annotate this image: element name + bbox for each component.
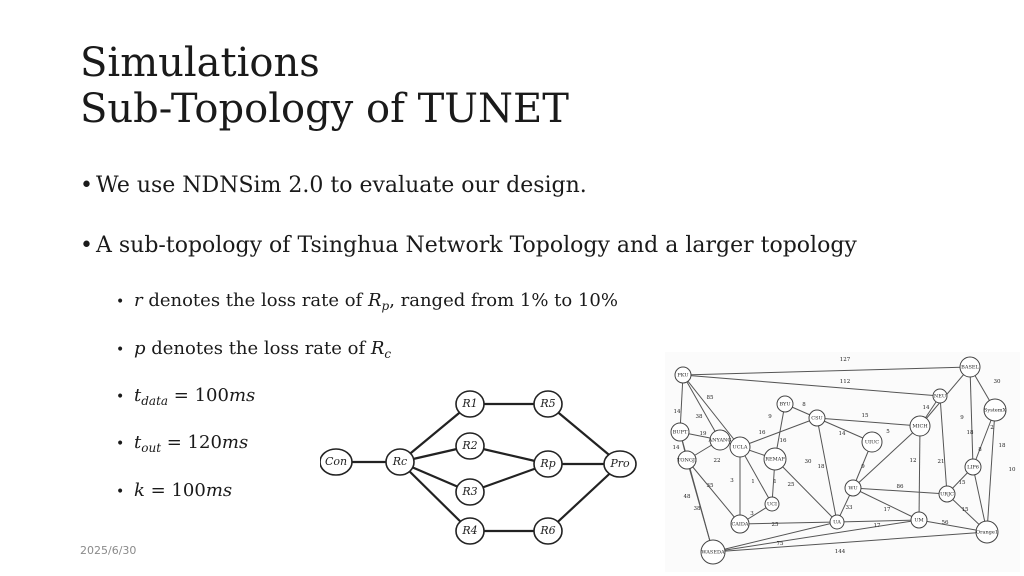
bullet-dot: • [116,294,125,310]
edge-label: 21 [937,459,945,465]
label-pku: PKU [677,372,689,379]
edge-label: 12 [909,458,917,464]
math-eq: = 100 [144,480,206,501]
math-var: t [134,432,142,453]
math-var: R [367,290,382,311]
label-r3: R3 [462,485,478,498]
edge-label: 86 [896,484,904,490]
edge-label: 16 [758,430,766,436]
edge-label: 22 [713,458,721,464]
bullet-tdata [116,383,255,414]
label-basel: BASEL [961,364,979,371]
edge-label: 9 [960,415,964,421]
edge-label: 15 [861,413,869,419]
bullet-dot: • [116,389,125,405]
math-subscript: out [141,441,162,455]
label-tongji: TONGJI [677,457,697,464]
label-byu: BYU [779,401,791,408]
edge-label: 18 [966,430,974,436]
math-subscript: data [141,394,169,408]
math-unit: ms [205,480,233,501]
label-caida: CAIDA [731,521,749,528]
math-var: r [134,290,143,311]
edge-label: 1 [773,479,777,485]
edge-label: 8 [802,402,806,408]
edge-label: 19 [699,431,707,437]
math-var: t [134,385,142,406]
bullet-text: denotes the loss rate of [142,290,368,311]
edge-label: 17 [873,523,881,529]
math-subscript: c [384,347,392,361]
edge-label: 15 [958,480,966,486]
slide-date: 2025/6/30 [80,544,137,557]
label-urjc: URJC [940,491,954,498]
edge-label: 9 [861,464,865,470]
edge-label: 10 [1008,467,1016,473]
math-unit: ms [228,385,256,406]
bullet-p-loss-rate [116,336,391,367]
bullet-text: , ranged from 1% to 10% [389,290,618,311]
title-line-1: Simulations [80,40,320,86]
math-var: k [134,480,145,501]
bullet-text: A sub-topology of Tsinghua Network Topology and a larger topology [96,233,857,258]
label-uim: UM [914,517,924,524]
label-waseda: WASEDA [701,549,725,556]
edge-label: 14 [838,431,846,437]
edge-label: 18 [998,443,1006,449]
label-uci: UCI [766,501,778,508]
bullet-text: We use NDNSim 2.0 to evaluate our design. [96,173,587,198]
bullet-dot: • [116,484,125,500]
edge-label: 48 [683,494,691,500]
math-subscript: p [381,299,390,313]
label-wu: WU [848,485,858,492]
edge-label: 85 [706,395,714,401]
edge-label: 3 [730,478,734,484]
label-rc: Rc [392,455,408,468]
bullet-text: denotes the loss rate of [145,338,371,359]
edge-label: 5 [886,429,890,435]
label-r4: R4 [462,524,478,537]
label-ua: UA [833,519,841,526]
edge-label: 25 [771,522,779,528]
large-topology-diagram [665,352,1020,572]
edge-label: 30 [804,459,812,465]
label-lips: LIP6 [967,464,979,471]
label-r1: R1 [462,397,478,410]
label-pro: Pro [610,457,630,470]
label-r5: R5 [540,397,556,410]
label-michigan: MICH [912,423,928,430]
sub-topology-diagram [320,385,640,550]
label-orange: Orange1 [975,529,999,536]
edge-label: 17 [883,507,891,513]
bullet-topology [80,232,857,260]
label-rp: Rp [540,457,556,470]
bullet-tout [116,430,248,461]
edge-label: 1 [751,479,755,485]
bullet-r-loss-rate [116,288,618,319]
bullet-ndnsim [80,172,587,200]
edge-label: 16 [779,438,787,444]
bullet-dot: • [116,342,125,358]
edge-label: 127 [839,357,851,363]
edge-label: 8 [978,447,982,453]
edge-label: 38 [695,414,703,420]
label-bupt: BUPT [672,429,688,436]
label-uiuc: UIUC [864,439,880,446]
edge-label: 30 [993,379,1001,385]
bullet-dot: • [80,233,93,258]
math-eq: = 100 [168,385,229,406]
edge-label: 25 [787,482,795,488]
label-neu: NEU [933,393,947,400]
label-r6: R6 [540,524,556,537]
edge-label: 2 [990,425,994,431]
edge-label: 56 [941,520,949,526]
label-ucla: UCLA [732,444,748,451]
label-csu: CSU [811,415,823,422]
edge-label: 38 [693,506,701,512]
edge-label: 18 [817,464,825,470]
edge-label: 3 [750,511,754,517]
edge-label: 33 [845,505,853,511]
math-eq: = 120 [161,432,222,453]
edge-label: 35 [706,483,714,489]
math-var: p [134,338,146,359]
edge-label: 14 [672,445,680,451]
bullet-k [116,478,232,505]
label-con: Con [324,455,348,468]
edge-label: 75 [776,541,784,547]
edge-label: 9 [768,414,772,420]
label-r2: R2 [462,439,478,452]
label-systemx: SystemX [983,407,1007,414]
edge-label: 144 [834,549,846,555]
label-remap: REMAP [765,456,785,463]
edge-label: 14 [922,405,930,411]
math-var: R [370,338,385,359]
label-anyang: ANYANG [708,437,732,444]
edge-label: 15 [961,507,969,513]
edge-label: 112 [839,379,851,385]
title-line-2: Sub-Topology of TUNET [80,86,569,132]
bullet-dot: • [80,173,93,198]
slide-title [80,40,569,132]
math-unit: ms [221,432,249,453]
bullet-dot: • [116,436,125,452]
edge-label: 14 [673,409,681,415]
